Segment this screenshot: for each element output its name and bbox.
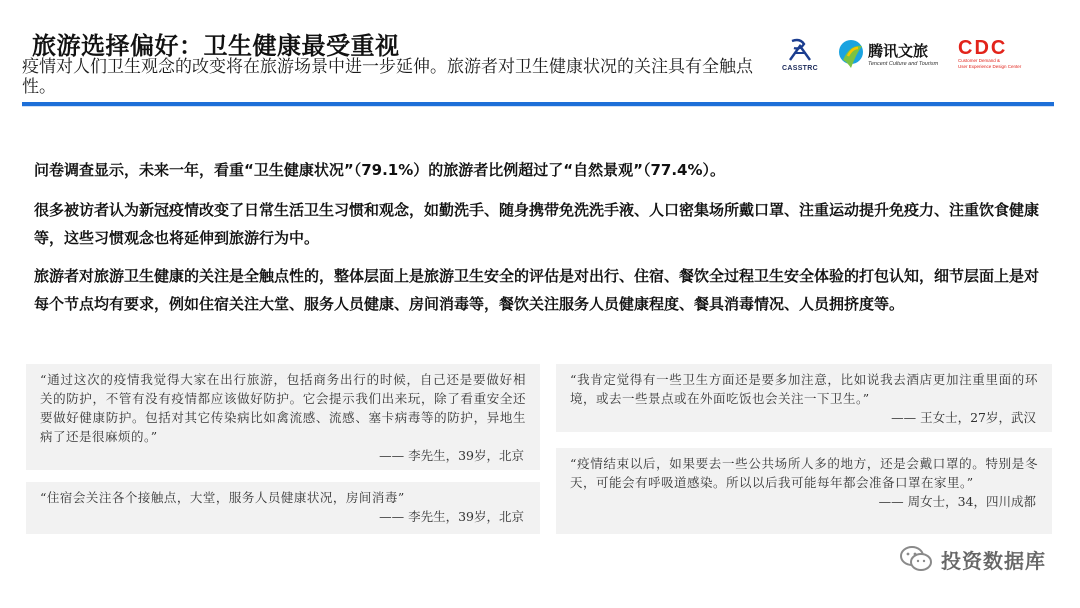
tencent-tourism-emblem-icon — [838, 38, 866, 70]
body-paragraph-survey: 问卷调查显示，未来一年，看重“卫生健康状况”（79.1%）的旅游者比例超过了“自然景观”（77.4%）。 — [34, 161, 726, 179]
header-divider — [22, 102, 1054, 106]
body-paragraph-habits: 很多被访者认为新冠疫情改变了日常生活卫生习惯和观念，如勤洗手、随身携带免洗洗手液、人口密集场所戴口罩、注重运动提升免疫力、注重饮食健康等，这些习惯观念也将延伸到旅游行为中。 — [34, 201, 1040, 247]
casstrc-logo — [778, 38, 822, 72]
page-title: 旅游选择偏好：卫生健康最受重视 — [32, 32, 400, 60]
quote-text: “我肯定觉得有一些卫生方面还是要多加注意，比如说我去酒店更加注重里面的环境，或去一些景点或在外面吃饭也会关注一下卫生。” — [570, 372, 1038, 406]
quote-source: —— 李先生，39岁，北京 — [379, 448, 524, 463]
casstrc-emblem-icon — [778, 38, 822, 64]
body-paragraph-touchpoints: 旅游者对旅游卫生健康的关注是全触点性的，整体层面上是旅游卫生安全的评估是对出行、住宿、餐饮全过程卫生安全体验的打包认知，细节层面上是对每个节点均有要求，例如住宿关注大堂、服务人员健康、房间消毒等，餐饮关注服务人员健康程度、餐具消毒情况、人员拥挤度等。 — [34, 267, 1040, 313]
watermark — [899, 544, 1046, 574]
wechat-icon — [899, 544, 933, 574]
tencent-tourism-sub: Tencent Culture and Tourism — [868, 61, 939, 67]
cdc-wordmark: CDC — [958, 37, 1008, 59]
cdc-sub-line2: User Experience Design Center — [958, 64, 1022, 69]
quote-source: —— 周女士，34，四川成都 — [878, 494, 1036, 509]
quote-source: —— 王女士，27岁，武汉 — [891, 410, 1036, 425]
quote-text: “通过这次的疫情我觉得大家在出行旅游，包括商务出行的时候，自己还是要做好相关的防护，不管有没有疫情都应该做好防护。它会提示我们出来玩，除了看重安全还要做好健康防护。包括对其它传染病比如禽流感、流感、塞卡病毒等的防护，异地生病了还是很麻烦的。” — [40, 372, 526, 444]
page-subtitle: 疫情对人们卫生观念的改变将在旅游场景中进一步延伸。旅游者对卫生健康状况的关注具有全触点性。 — [22, 57, 753, 97]
quote-text: “疫情结束以后，如果要去一些公共场所人多的地方，还是会戴口罩的。特别是冬天，可能会有呼吸道感染。所以以后我可能每年都会准备口罩在家里。” — [570, 456, 1038, 490]
quote-card — [556, 448, 1052, 534]
quote-source: —— 李先生，39岁，北京 — [379, 509, 524, 524]
quote-card — [556, 364, 1052, 432]
watermark-text: 投资数据库 — [941, 548, 1046, 573]
cdc-logo — [958, 38, 1038, 70]
quote-card — [26, 482, 540, 534]
tencent-tourism-name: 腾讯文旅 — [868, 42, 929, 60]
cdc-sub-line1: Customer Demand & — [958, 58, 1001, 63]
quote-text: “住宿会关注各个接触点，大堂，服务人员健康状况，房间消毒” — [40, 490, 405, 505]
quote-card — [26, 364, 540, 470]
casstrc-label: CASSTRC — [782, 65, 818, 72]
